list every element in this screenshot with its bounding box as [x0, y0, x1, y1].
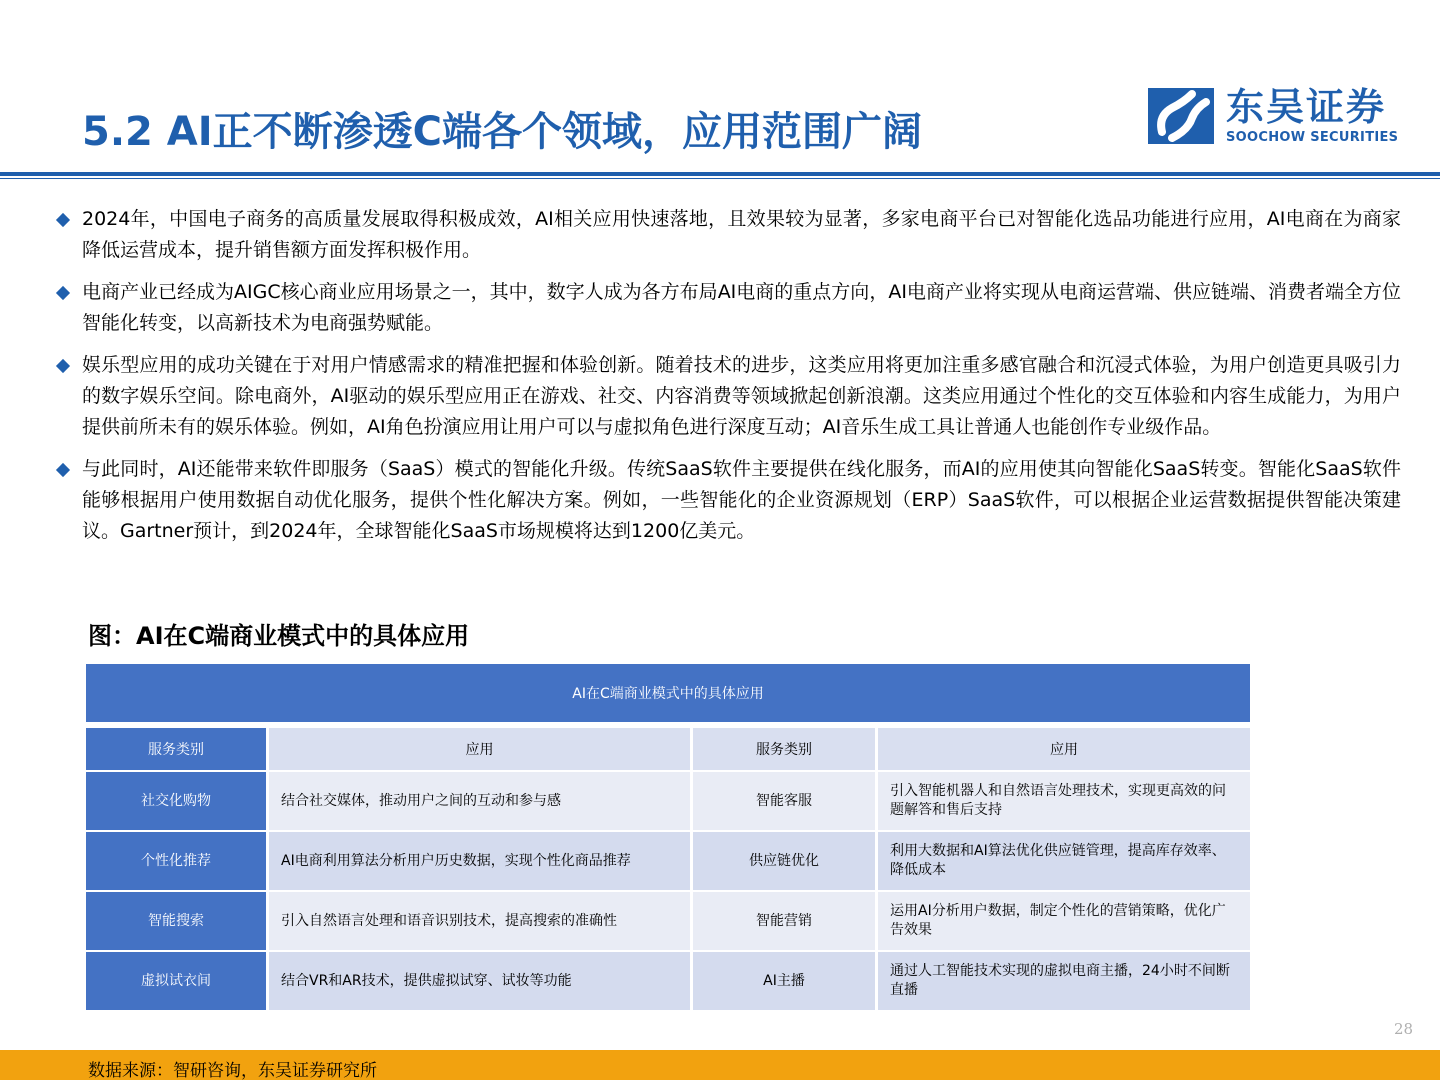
- column-header: 应用: [269, 728, 693, 772]
- bullet-text: 电商产业已经成为AIGC核心商业应用场景之一，其中，数字人成为各方布局AI电商的重点方向，AI电商产业将实现从电商运营端、供应链端、消费者端全方位智能化转变，以高新技术为电商强势赋能。: [82, 281, 1401, 334]
- bullet-list: [56, 204, 1401, 558]
- table-row: [86, 832, 1250, 892]
- soochow-logo: [1148, 86, 1398, 148]
- bullet-item: [56, 454, 1401, 547]
- diamond-bullet-icon: [56, 286, 70, 300]
- application-cell: 通过人工智能技术实现的虚拟电商主播，24小时不间断直播: [878, 952, 1250, 1012]
- applications-table: [86, 664, 1250, 1012]
- service-category: 智能营销: [693, 892, 878, 952]
- logo-english-name: SOOCHOW SECURITIES: [1226, 130, 1399, 145]
- figure-caption: 图：AI在C端商业模式中的具体应用: [88, 622, 470, 650]
- service-category: 供应链优化: [693, 832, 878, 892]
- soochow-emblem-icon: [1148, 86, 1214, 146]
- application-cell: 利用大数据和AI算法优化供应链管理，提高库存效率、降低成本: [878, 832, 1250, 892]
- application-cell: 引入智能机器人和自然语言处理技术，实现更高效的问题解答和售后支持: [878, 772, 1250, 832]
- service-category: 智能搜索: [86, 892, 269, 952]
- bullet-text: 与此同时，AI还能带来软件即服务（SaaS）模式的智能化升级。传统SaaS软件主要提供在线化服务，而AI的应用使其向智能化SaaS转变。智能化SaaS软件能够根据用户使用数据自动优化服务，提供个性化解决方案。例如，一些智能化的企业资源规划（ERP）SaaS软件，可以根据企业运营数据提供智能决策建议。Gartner预计，到2024年，全球智能化SaaS市场规模将达到1200亿美元。: [82, 458, 1401, 542]
- table-row: [86, 892, 1250, 952]
- bullet-text: 娱乐型应用的成功关键在于对用户情感需求的精准把握和体验创新。随着技术的进步，这类应用将更加注重多感官融合和沉浸式体验，为用户创造更具吸引力的数字娱乐空间。除电商外，AI驱动的娱乐型应用正在游戏、社交、内容消费等领域掀起创新浪潮。这类应用通过个性化的交互体验和内容生成能力，为用户提供前所未有的娱乐体验。例如，AI角色扮演应用让用户可以与虚拟角色进行深度互动；AI音乐生成工具让普通人也能创作专业级作品。: [82, 354, 1401, 438]
- application-cell: 结合社交媒体，推动用户之间的互动和参与感: [269, 772, 693, 832]
- table-row: [86, 952, 1250, 1012]
- column-header: 服务类别: [693, 728, 878, 772]
- table-row: [86, 772, 1250, 832]
- diamond-bullet-icon: [56, 463, 70, 477]
- service-category: 智能客服: [693, 772, 878, 832]
- page-title: 5.2 AI正不断渗透C端各个领域，应用范围广阔: [82, 109, 922, 155]
- header-divider: [0, 172, 1440, 176]
- application-cell: 结合VR和AR技术，提供虚拟试穿、试妆等功能: [269, 952, 693, 1012]
- application-cell: 运用AI分析用户数据，制定个性化的营销策略，优化广告效果: [878, 892, 1250, 952]
- bullet-item: [56, 277, 1401, 339]
- diamond-bullet-icon: [56, 213, 70, 227]
- table-title: AI在C端商业模式中的具体应用: [86, 664, 1250, 728]
- diamond-bullet-icon: [56, 359, 70, 373]
- column-header: 应用: [878, 728, 1250, 772]
- page-number: 28: [1394, 1020, 1414, 1038]
- application-cell: 引入自然语言处理和语音识别技术，提高搜索的准确性: [269, 892, 693, 952]
- service-category: AI主播: [693, 952, 878, 1012]
- service-category: 虚拟试衣间: [86, 952, 269, 1012]
- column-header: 服务类别: [86, 728, 269, 772]
- service-category: 社交化购物: [86, 772, 269, 832]
- logo-chinese-name: 东吴证券: [1226, 85, 1387, 129]
- bullet-item: [56, 204, 1401, 266]
- service-category: 个性化推荐: [86, 832, 269, 892]
- header-divider-thin: [0, 178, 1440, 179]
- application-cell: AI电商利用算法分析用户历史数据，实现个性化商品推荐: [269, 832, 693, 892]
- table-header-row: [86, 728, 1250, 772]
- bullet-text: 2024年，中国电子商务的高质量发展取得积极成效，AI相关应用快速落地，且效果较为显著，多家电商平台已对智能化选品功能进行应用，AI电商在为商家降低运营成本，提升销售额方面发挥积极作用。: [82, 208, 1401, 261]
- data-source: 数据来源：智研咨询，东吴证券研究所: [88, 1061, 377, 1081]
- bullet-item: [56, 350, 1401, 443]
